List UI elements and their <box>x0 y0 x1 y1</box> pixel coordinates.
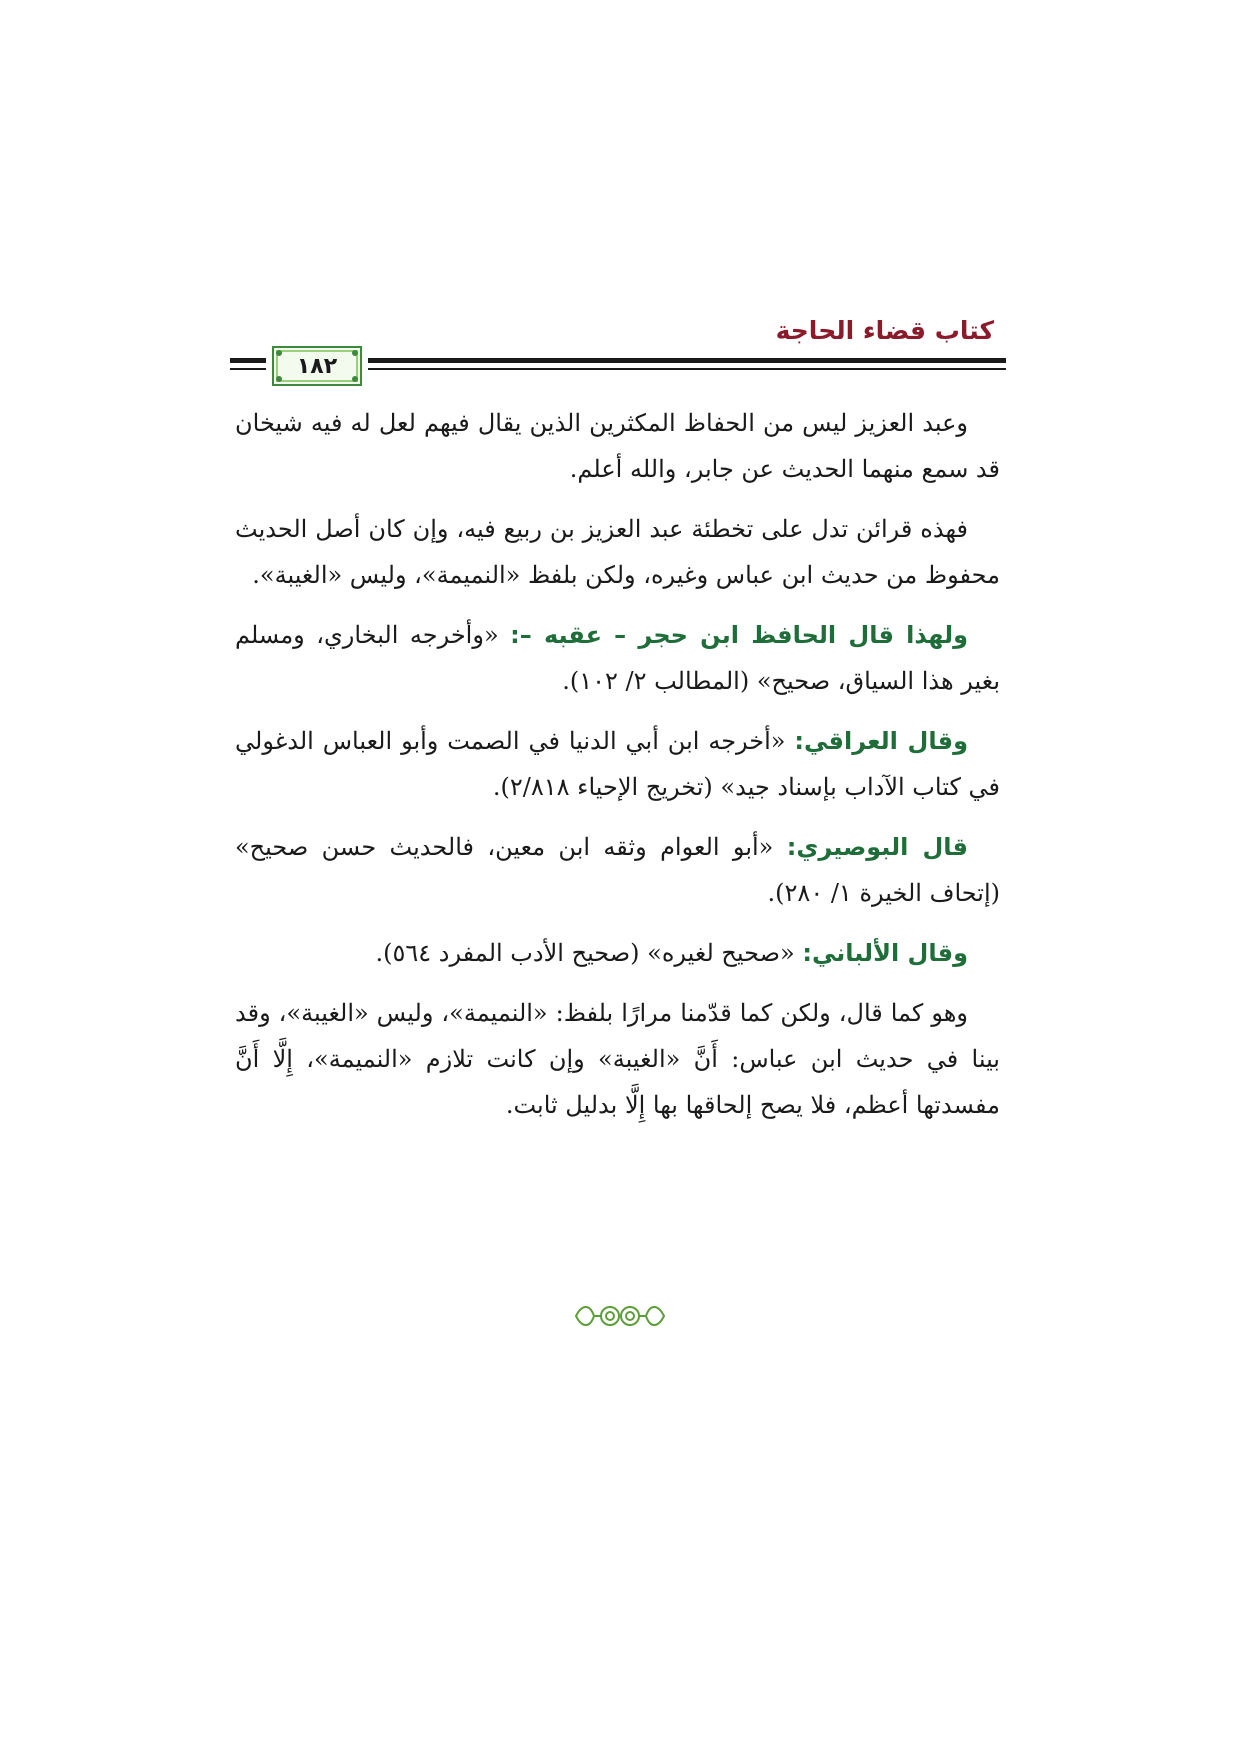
page-header <box>230 308 1006 388</box>
header-rule-thin <box>368 368 1006 370</box>
paragraph-text: فهذه قرائن تدل على تخطئة عبد العزيز بن ربيع فيه، وإن كان أصل الحديث محفوظ من حديث ابن عباس وغيره، ولكن بلفظ «النميمة»، وليس «الغيبة». <box>235 515 1000 589</box>
paragraph <box>235 718 1000 810</box>
badge-corner-dot <box>352 376 358 382</box>
paragraph-text: «أخرجه ابن أبي الدنيا في الصمت وأبو العباس الدغولي في كتاب الآداب بإسناد جيد» (تخريج الإحياء ٢/٨١٨). <box>235 727 1000 801</box>
header-rule-left-thin <box>230 368 266 370</box>
paragraph <box>235 506 1000 598</box>
header-rule-thick <box>368 358 1006 363</box>
paragraph-lead: قال البوصيري: <box>786 833 968 861</box>
paragraph-lead: وقال الألباني: <box>802 939 968 967</box>
paragraph-lead: وقال العراقي: <box>794 727 969 755</box>
page-body <box>235 400 1000 1142</box>
paragraph-text: وهو كما قال، ولكن كما قدّمنا مرارًا بلفظ: «النميمة»، وليس «الغيبة»، وقد بينا في حديث ابن عباس: أَنَّ «الغيبة» وإن كانت تلازم «النميمة»، إِلَّا أَنَّ مفسدتها أعظم، فلا يصح إلحاقها بها إِلَّا بدليل ثابت. <box>235 999 1000 1119</box>
paragraph-lead: ولهذا قال الحافظ ابن حجر – عقبه –: <box>510 621 969 649</box>
page-number: ١٨٢ <box>296 353 338 379</box>
paragraph-text: وعبد العزيز ليس من الحفاظ المكثرين الذين يقال فيهم لعل له فيه شيخان قد سمع منهما الحديث عن جابر، والله أعلم. <box>235 409 1000 483</box>
badge-corner-dot <box>352 350 358 356</box>
paragraph-text: «صحيح لغيره» (صحيح الأدب المفرد ٥٦٤). <box>375 939 803 967</box>
book-title: كتاب قضاء الحاجة <box>775 316 994 345</box>
paragraph <box>235 612 1000 704</box>
paragraph <box>235 824 1000 916</box>
paragraph <box>235 990 1000 1128</box>
paragraph <box>235 400 1000 492</box>
paragraph-text: «وأخرجه البخاري، ومسلم بغير هذا السياق، صحيح» (المطالب ٢/ ١٠٢). <box>235 621 1000 695</box>
paragraph-text: «أبو العوام وثقه ابن معين، فالحديث حسن صحيح» (إتحاف الخيرة ١/ ٢٨٠). <box>235 833 1000 907</box>
badge-corner-dot <box>276 376 282 382</box>
header-rule-left-thick <box>230 358 266 363</box>
page-number-badge <box>272 346 362 386</box>
paragraph <box>235 930 1000 976</box>
badge-corner-dot <box>276 350 282 356</box>
floral-divider-icon <box>572 1296 668 1336</box>
